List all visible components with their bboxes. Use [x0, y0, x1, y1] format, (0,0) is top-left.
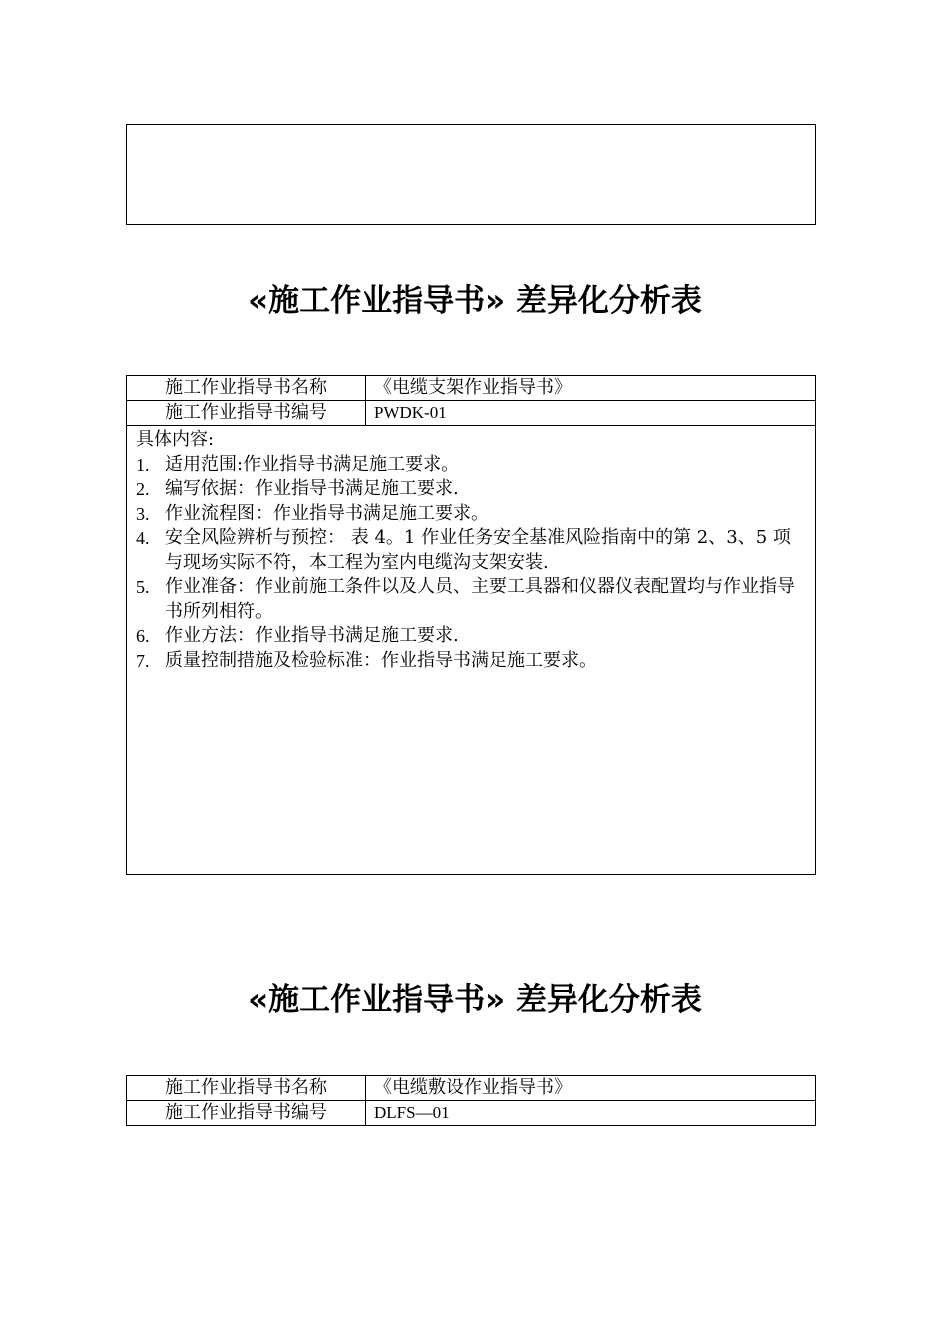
table-row: [127, 426, 816, 875]
top-empty-box: [126, 124, 816, 225]
code-value: DLFS—01: [366, 1101, 816, 1126]
section2-title: «施工作业指导书» 差异化分析表: [248, 982, 702, 1018]
code-value: PWDK-01: [366, 401, 816, 426]
name-value: 《电缆支架作业指导书》: [366, 376, 816, 401]
name-label: 施工作业指导书名称: [127, 1076, 366, 1101]
table-row: [127, 401, 816, 426]
item-number: 5.: [136, 577, 150, 597]
item-text: 作业方法：作业指导书满足施工要求.: [165, 625, 459, 646]
item-number: 1.: [136, 454, 150, 475]
content-list: [136, 453, 807, 674]
list-item: [136, 477, 807, 502]
table-row: [127, 376, 816, 401]
item-text: 适用范围:作业指导书满足施工要求。: [165, 453, 460, 475]
code-label: 施工作业指导书编号: [127, 1101, 366, 1126]
section2-table: [126, 1075, 816, 1126]
item-text: 作业流程图：作业指导书满足施工要求。: [165, 502, 489, 524]
item-number: 6.: [136, 626, 150, 646]
list-item: [136, 624, 807, 649]
content-heading: 具体内容:: [136, 429, 215, 450]
item-number: 7.: [136, 650, 150, 671]
section1-title: «施工作业指导书» 差异化分析表: [248, 283, 702, 319]
list-item: [136, 649, 807, 674]
item-number: 2.: [136, 479, 150, 499]
list-item: [136, 526, 807, 575]
item-number: 4.: [136, 528, 150, 548]
list-item: [136, 453, 807, 478]
item-number: 3.: [136, 503, 150, 524]
table-row: [127, 1101, 816, 1126]
name-value: 《电缆敷设作业指导书》: [366, 1076, 816, 1101]
table-row: [127, 1076, 816, 1101]
section1-table: [126, 375, 816, 875]
list-item: [136, 575, 807, 624]
name-label: 施工作业指导书名称: [127, 376, 366, 401]
list-item: [136, 502, 807, 527]
item-text: 质量控制措施及检验标准：作业指导书满足施工要求。: [165, 649, 597, 671]
item-text: 作业准备：作业前施工条件以及人员、主要工具器和仪器仪表配置均与作业指导书所列相符。: [165, 576, 795, 622]
item-text: 安全风险辨析与预控： 表 4。1 作业任务安全基准风险指南中的第 2、3、5 项与现场实际不符，本工程为室内电缆沟支架安装.: [165, 527, 791, 573]
content-cell: [127, 426, 816, 875]
item-text: 编写依据：作业指导书满足施工要求.: [165, 478, 459, 499]
code-label: 施工作业指导书编号: [127, 401, 366, 426]
